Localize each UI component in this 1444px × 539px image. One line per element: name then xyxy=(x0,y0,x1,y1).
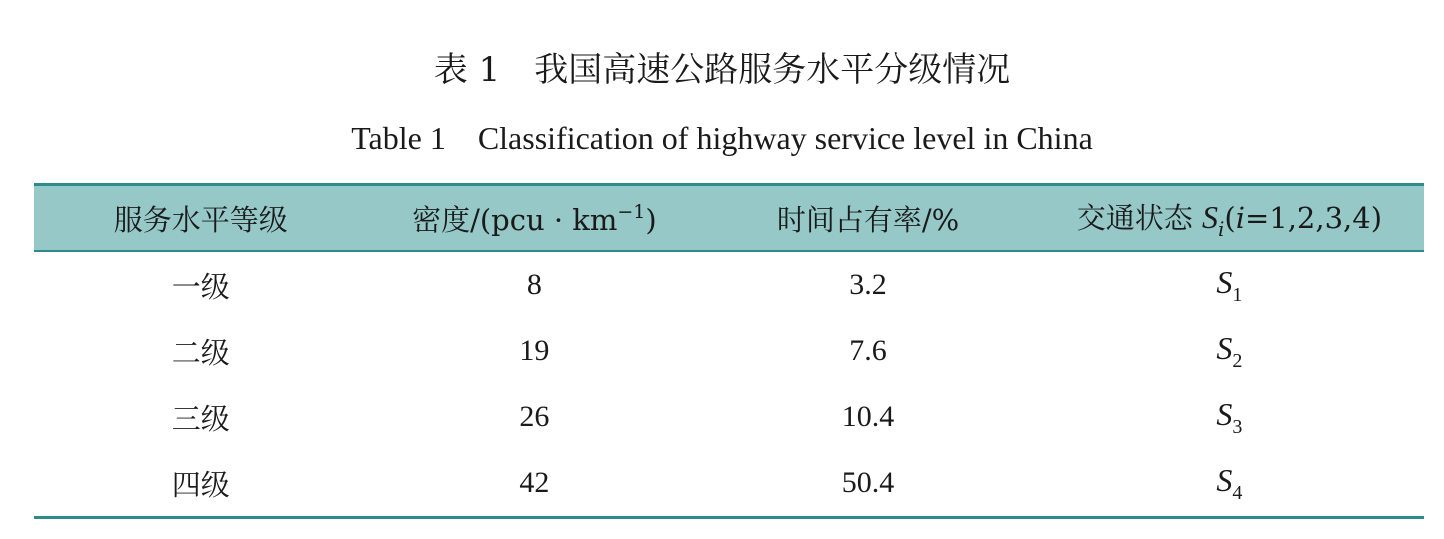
cell-occupancy: 3.2 xyxy=(849,268,887,301)
table-row xyxy=(34,318,1424,384)
cell-state xyxy=(1035,318,1424,384)
cell-density: 26 xyxy=(519,400,550,433)
cell-density: 42 xyxy=(519,466,550,499)
header-state-var: i xyxy=(1235,200,1245,235)
cell-occupancy: 7.6 xyxy=(849,334,887,367)
service-level-table xyxy=(34,183,1424,519)
table-row xyxy=(34,450,1424,518)
cell-occupancy: 10.4 xyxy=(841,400,895,433)
cell-density: 8 xyxy=(526,268,542,301)
table-caption-en: Table 1 Classification of highway service level in China xyxy=(351,120,1093,156)
header-density xyxy=(368,185,702,252)
state-subscript: 4 xyxy=(1232,481,1243,504)
header-state-rest: =1,2,3,4) xyxy=(1244,200,1383,235)
header-level: 服务水平等级 xyxy=(113,202,288,237)
cell-state xyxy=(1035,450,1424,518)
header-state-subscript: i xyxy=(1217,216,1225,241)
state-subscript: 2 xyxy=(1232,349,1243,372)
cell-state xyxy=(1035,384,1424,450)
table-row xyxy=(34,384,1424,450)
state-symbol: S xyxy=(1216,461,1233,498)
cell-occupancy: 50.4 xyxy=(841,466,895,499)
state-symbol: S xyxy=(1216,263,1233,300)
cell-level: 三级 xyxy=(171,401,230,436)
header-density-exponent: −1 xyxy=(617,200,646,223)
header-state-prefix: 交通状态 xyxy=(1076,200,1202,235)
header-density-prefix: 密度/(pcu · km xyxy=(412,202,618,237)
header-row xyxy=(34,185,1424,252)
cell-level: 四级 xyxy=(171,467,230,502)
cell-level: 一级 xyxy=(171,269,230,304)
state-subscript: 1 xyxy=(1232,283,1243,306)
header-state xyxy=(1035,185,1424,252)
table xyxy=(34,183,1424,519)
state-symbol: S xyxy=(1216,329,1233,366)
header-state-symbol: S xyxy=(1201,198,1218,235)
table-body xyxy=(34,251,1424,518)
state-subscript: 3 xyxy=(1232,415,1243,438)
table-header xyxy=(34,185,1424,252)
table-row xyxy=(34,251,1424,318)
table-caption-zh: 表 1 我国高速公路服务水平分级情况 xyxy=(433,50,1011,90)
cell-state xyxy=(1035,251,1424,318)
header-occupancy: 时间占有率/% xyxy=(776,202,960,237)
header-state-open: ( xyxy=(1224,200,1236,235)
cell-density: 19 xyxy=(519,334,550,367)
state-symbol: S xyxy=(1216,395,1233,432)
cell-level: 二级 xyxy=(171,335,230,370)
header-density-suffix: ) xyxy=(645,202,657,237)
